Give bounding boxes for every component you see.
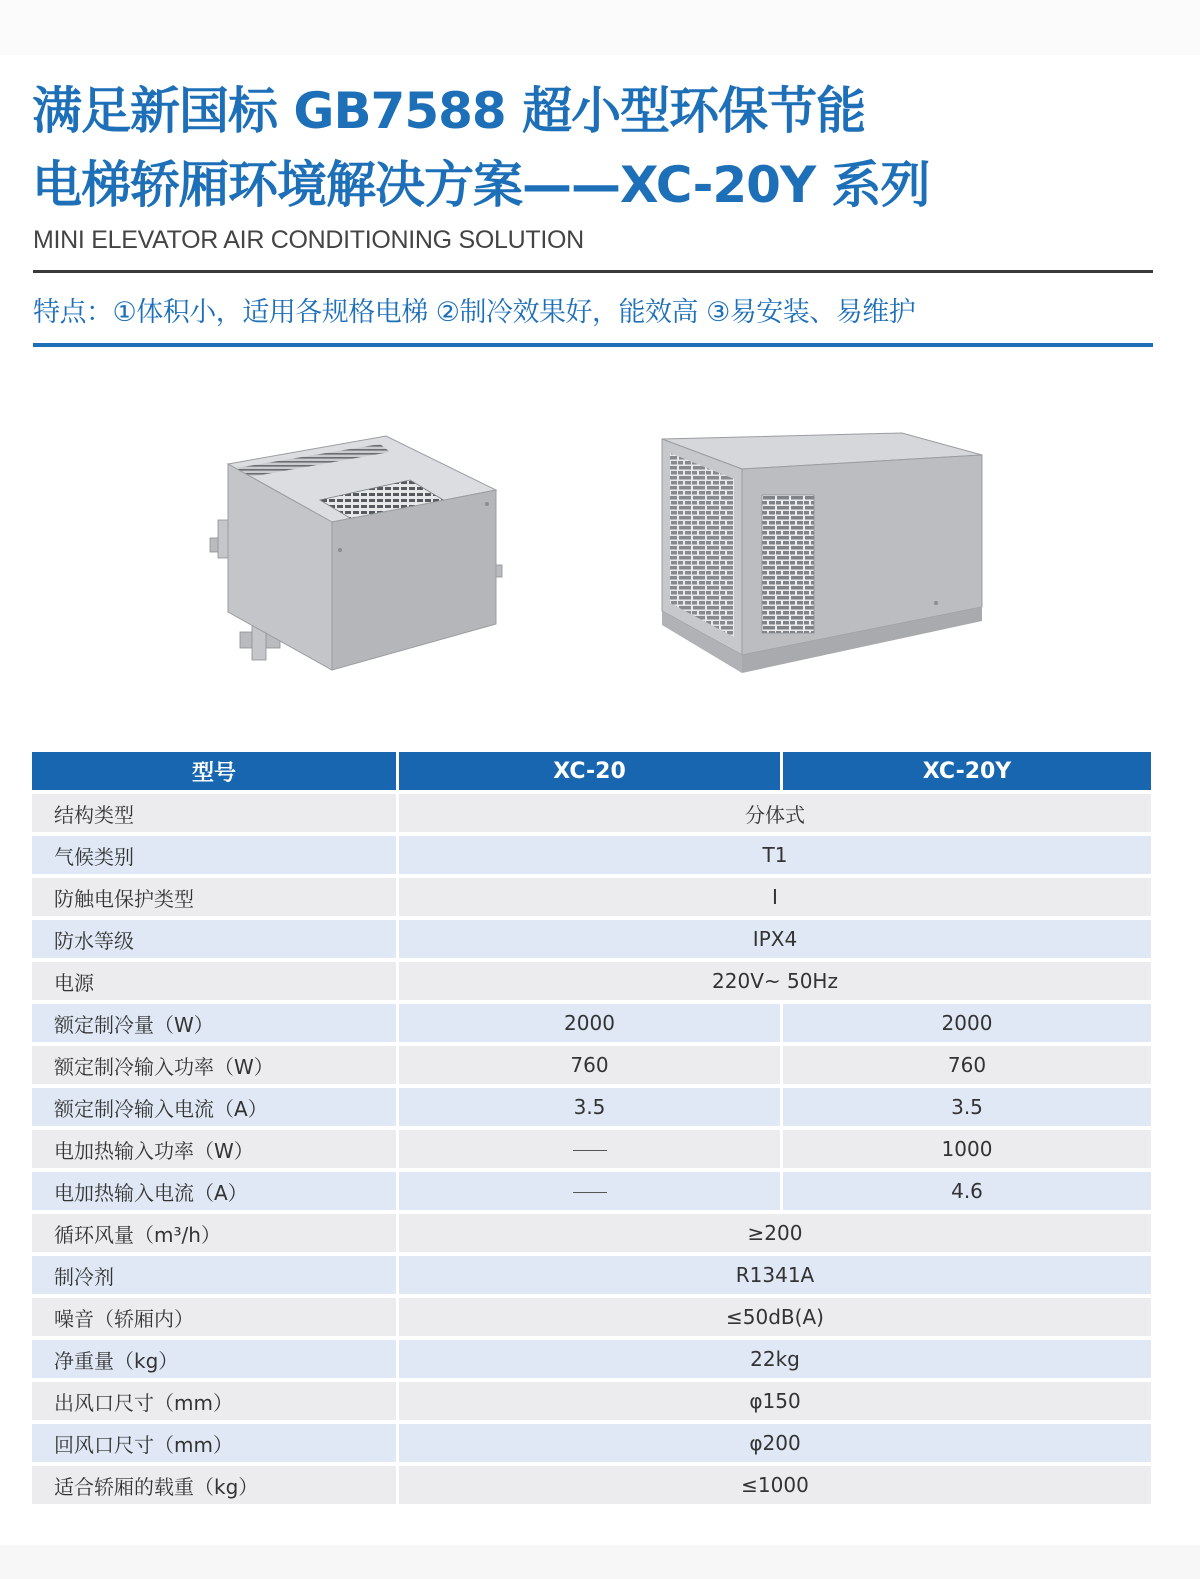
row-value-shared: φ200 <box>399 1424 1151 1466</box>
row-label: 净重量（kg） <box>32 1340 399 1382</box>
title-line-2: 电梯轿厢环境解决方案——XC-20Y 系列 <box>32 156 930 214</box>
row-label: 电源 <box>32 962 399 1004</box>
header-xc-20y: XC-20Y <box>783 752 1151 794</box>
table-row <box>32 1340 1151 1382</box>
row-value-xc-20: 760 <box>399 1046 783 1088</box>
row-label: 回风口尺寸（mm） <box>32 1424 399 1466</box>
row-label: 电加热输入电流（A） <box>32 1172 399 1214</box>
spec-table-header-row <box>32 752 1151 794</box>
row-value-shared: ≤50dB(A) <box>399 1298 1151 1340</box>
header-model: 型号 <box>32 752 399 794</box>
row-value-xc-20y: 1000 <box>783 1130 1151 1172</box>
title-line-1: 满足新国标 GB7588 超小型环保节能 <box>32 82 866 140</box>
header-xc-20: XC-20 <box>399 752 783 794</box>
row-value-shared: 22kg <box>399 1340 1151 1382</box>
row-value-shared: ≥200 <box>399 1214 1151 1256</box>
row-label: 气候类别 <box>32 836 399 878</box>
row-label: 结构类型 <box>32 794 399 836</box>
page-title <box>32 74 1172 222</box>
row-value-shared: T1 <box>399 836 1151 878</box>
row-value-shared: 分体式 <box>399 794 1151 836</box>
row-value-shared: R1341A <box>399 1256 1151 1298</box>
row-value-shared: ≤1000 <box>399 1466 1151 1508</box>
row-label: 出风口尺寸（mm） <box>32 1382 399 1424</box>
table-row <box>32 1088 1151 1130</box>
row-value-xc-20y: 2000 <box>783 1004 1151 1046</box>
row-value-shared: IPX4 <box>399 920 1151 962</box>
row-value-xc-20: 3.5 <box>399 1088 783 1130</box>
row-label: 防触电保护类型 <box>32 878 399 920</box>
row-label: 电加热输入功率（W） <box>32 1130 399 1172</box>
bottom-band <box>0 1545 1200 1579</box>
features-line: 特点：①体积小，适用各规格电梯 ②制冷效果好，能效高 ③易安装、易维护 <box>33 297 916 328</box>
table-row <box>32 1256 1151 1298</box>
row-label: 制冷剂 <box>32 1256 399 1298</box>
divider-dark <box>33 270 1153 273</box>
row-label: 额定制冷输入功率（W） <box>32 1046 399 1088</box>
table-row <box>32 1004 1151 1046</box>
product-image-xc-20y <box>650 425 995 690</box>
english-subtitle: MINI ELEVATOR AIR CONDITIONING SOLUTION <box>33 226 584 254</box>
row-value-shared: 220V~ 50Hz <box>399 962 1151 1004</box>
row-value-xc-20 <box>399 1130 783 1172</box>
table-row <box>32 878 1151 920</box>
table-row <box>32 920 1151 962</box>
table-row <box>32 794 1151 836</box>
row-value-xc-20: 2000 <box>399 1004 783 1046</box>
table-row <box>32 1298 1151 1340</box>
row-label: 循环风量（m³/h） <box>32 1214 399 1256</box>
table-row <box>32 1382 1151 1424</box>
not-applicable-dash <box>573 1150 607 1151</box>
table-row <box>32 1214 1151 1256</box>
row-value-xc-20y: 760 <box>783 1046 1151 1088</box>
table-row <box>32 1466 1151 1508</box>
row-label: 额定制冷量（W） <box>32 1004 399 1046</box>
not-applicable-dash <box>573 1192 607 1193</box>
top-band <box>0 0 1200 55</box>
row-value-shared: φ150 <box>399 1382 1151 1424</box>
table-row <box>32 836 1151 878</box>
table-row <box>32 1172 1151 1214</box>
divider-blue <box>33 343 1153 347</box>
spec-table <box>32 752 1151 1508</box>
row-value-xc-20y: 3.5 <box>783 1088 1151 1130</box>
table-row <box>32 1424 1151 1466</box>
row-value-xc-20y: 4.6 <box>783 1172 1151 1214</box>
table-row <box>32 1046 1151 1088</box>
table-row <box>32 1130 1151 1172</box>
spec-table-body <box>32 794 1151 1508</box>
row-label: 防水等级 <box>32 920 399 962</box>
row-label: 适合轿厢的载重（kg） <box>32 1466 399 1508</box>
row-value-xc-20 <box>399 1172 783 1214</box>
table-row <box>32 962 1151 1004</box>
row-label: 噪音（轿厢内） <box>32 1298 399 1340</box>
product-image-xc-20 <box>200 420 510 690</box>
row-label: 额定制冷输入电流（A） <box>32 1088 399 1130</box>
row-value-shared: I <box>399 878 1151 920</box>
